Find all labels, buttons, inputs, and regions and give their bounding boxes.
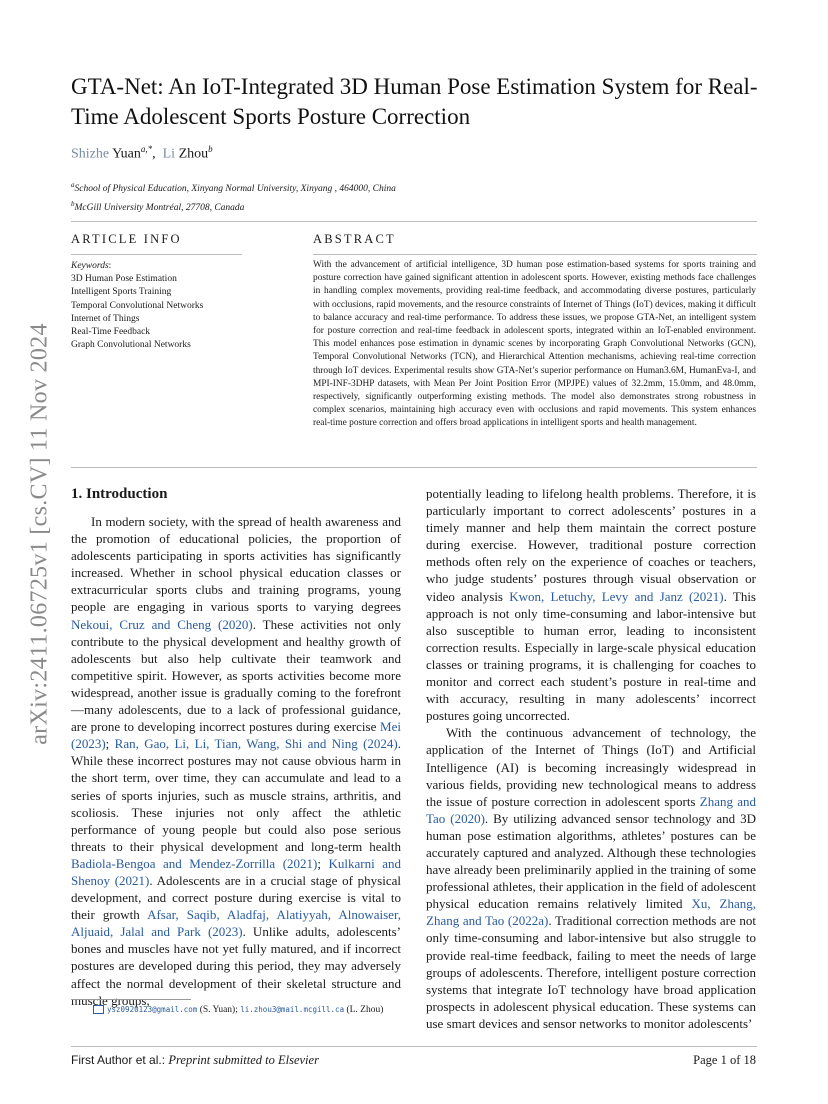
email-link[interactable]: ysz0920123@gmail.com	[107, 1005, 198, 1014]
author-superscript: b	[208, 144, 213, 154]
body-text: . While these incorrect postures may not cause obvious harm in the short term, over time, they can accumulate and lead to a series of sports injuries, such as muscle strains, arthritis, and scoliosis. These injuries not only affect the athletic performance of young people but could also pose serious threats to their physical development and long-term health	[71, 736, 401, 854]
envelope-icon	[93, 1005, 104, 1014]
footer-journal: Preprint submitted to Elsevier	[168, 1053, 319, 1067]
affiliation-text: School of Physical Education, Xinyang Normal University, Xinyang , 464000, China	[74, 184, 396, 195]
arxiv-identifier	[26, 284, 54, 784]
body-text: . Unlike adults, adolescents’ bones and muscles have not yet fully matured, and if incorrect postures are developed during this period, they may adversely affect the normal development of their skeletal structure and muscle groups,	[71, 924, 402, 1008]
affiliation-marker: b	[71, 200, 75, 209]
keyword: Graph Convolutional Networks	[71, 340, 191, 351]
affiliation-text: McGill University Montréal, 27708, Canada	[74, 203, 245, 214]
body-text: . Traditional correction methods are not only time-consuming and labor-intensive but also struggle to provide real-time feedback, failing to meet the needs of large groups of adolescents. Therefore, intelligent posture correction systems that integrate IoT technology have broad application prospects in adolescent physical education. These systems can use smart devices and sensor networks to monitor adolescents’	[426, 913, 756, 1031]
footnote-divider	[71, 999, 191, 1000]
body-text: ;	[317, 855, 329, 871]
citation-link[interactable]: Badiola-Bengoa and Mendez-Zorrilla (2021)	[71, 855, 318, 871]
page-number: Page 1 of 18	[693, 1053, 756, 1067]
citation-link[interactable]: Zhang and Tao (2020)	[426, 793, 756, 826]
citation-link[interactable]: Kulkarni and Shenoy (2021)	[71, 855, 401, 888]
author-superscript: a,*	[140, 144, 153, 154]
affiliation	[71, 178, 396, 197]
author-last-name: Yuan	[112, 146, 141, 162]
body-text: With the continuous advancement of technology, the application of the Internet of Things (IoT) and Artificial Intelligence (AI) is becoming increasingly widespread in various fields, providing new technological means to address the issue of posture correction in adolescent sports	[426, 725, 756, 809]
keyword: 3D Human Pose Estimation	[71, 274, 177, 285]
citation-link[interactable]: Kwon, Letuchy, Levy and Janz (2021)	[509, 588, 724, 604]
body-text: ;	[105, 736, 115, 752]
citation-link[interactable]: Afsar, Saqib, Aladfaj, Alatiyyah, Alnowaiser, Aljuaid, Jalal and Park (2023)	[71, 907, 402, 940]
body-text: . By utilizing advanced sensor technology and 3D human pose estimation algorithms, athletes’ postures can be accurately captured and analyzed. Although these technologies have already been preliminarily applied in the training of some professional athletes, their application in the field of adolescent physical education remains relatively limited	[426, 810, 756, 912]
affiliation	[71, 197, 396, 216]
arxiv-identifier-text: arXiv:2411.06725v1 [cs.CV] 11 Nov 2024	[26, 323, 53, 745]
author-last-name: Zhou	[178, 146, 209, 162]
footer-divider	[71, 1046, 757, 1047]
body-text: . Adolescents are in a crucial stage of physical development, and correct posture during exercise is vital to their growth	[71, 872, 401, 923]
body-text: . This approach is not only time-consuming and labor-intensive but also susceptible to human error, leading to inconsistent correction results. Especially in large-scale physical education classes or training programs, it is challenging for coaches to monitor and correct each student’s posture in real-time and with accuracy, resulting in many adolescents’ incorrect postures going uncorrected.	[426, 588, 756, 724]
footnote-text: (S. Yuan);	[199, 1005, 238, 1015]
body-text: potentially leading to lifelong health problems. Therefore, it is particularly important to correct adolescents’ postures in a timely manner and help them maintain the correct posture during exercise. However, traditional posture correction methods often rely on the experience of coaches or teachers, who judge students’ postures through visual observation or video analysis	[426, 486, 756, 604]
email-link[interactable]: li.zhou3@mail.mcgill.ca	[240, 1005, 345, 1014]
keyword: Temporal Convolutional Networks	[71, 300, 204, 311]
affiliations	[71, 178, 396, 216]
abstract-body: With the advancement of artificial intelligence, 3D human pose estimation-based systems for sports training and posture correction have gained significant attention in adolescent sports. However, existing methods face challenges in handling complex movements, providing real-time feedback, and accommodating diverse postures, particularly with occlusions, rapid movements, and the resource constraints of Internet of Things (IoT) devices, making it difficult to balance accuracy and real-time performance. To address these issues, we propose GTA-Net, an intelligent system for posture correction and real-time feedback in adolescent sports, integrated within an IoT-enabled environment. This model enhances pose estimation in dynamic scenes by incorporating Graph Convolutional Networks (GCN), Temporal Convolutional Networks (TCN), and Hierarchical Attention mechanisms, achieving real-time correction through IoT devices. Experimental results show GTA-Net’s superior performance on Human3.6M, HumanEva-I, and MPI-INF-3DHP datasets, with Mean Per Joint Position Error (MPJPE) values of 32.2mm, 15.0mm, and 48.0mm, respectively, significantly outperforming existing methods. The model also demonstrates strong robustness in complex scenarios, maintaining high accuracy even with occlusions and rapid movements. This system enhances real-time posture correction and offers broad applications in intelligent sports and health management.	[313, 260, 756, 429]
paper-title: GTA-Net: An IoT-Integrated 3D Human Pose Estimation System for Real-Time Adolescent Sports Posture Correction	[71, 74, 758, 129]
keywords-block: Keywords: 3D Human Pose Estimation Intelligent Sports Training Temporal Convolutional Networks Internet of Things Real-Time Feedback Graph Convolutional Networks	[71, 260, 203, 352]
citation-link[interactable]: Nekoui, Cruz and Cheng (2020)	[71, 616, 253, 632]
intro-paragraph-1-continued	[426, 485, 756, 724]
author-first-name: Li	[162, 146, 176, 162]
citation-link[interactable]: Mei (2023)	[71, 719, 401, 752]
author-first-name: Shizhe	[71, 146, 110, 162]
running-footer	[71, 1053, 319, 1068]
abstract-heading: ABSTRACT	[313, 232, 396, 246]
author-list: Shizhe Yuan$^{a,*}$, Li Zhou$^b$	[71, 144, 213, 162]
introduction-heading: 1. Introduction	[71, 486, 168, 502]
footnote-text: (L. Zhou)	[346, 1005, 384, 1015]
article-info-heading: ARTICLE INFO	[71, 232, 182, 246]
intro-paragraph-2	[426, 724, 756, 1032]
footnote	[71, 1003, 401, 1017]
article-info-divider	[71, 254, 242, 255]
header-divider	[71, 221, 757, 222]
abstract-divider	[313, 254, 757, 255]
body-text: . These activities not only contribute to the physical development and healthy growth of adolescents but also help cultivate their teamwork and competitive spirit. However, as sports activities become more widespread, another issue is gradually coming to the forefront—many adolescents, due to a lack of professional guidance, are prone to developing incorrect postures during exercise	[71, 616, 401, 735]
intro-paragraph-1	[71, 513, 401, 1009]
keyword: Internet of Things	[71, 313, 140, 324]
citation-link[interactable]: Ran, Gao, Li, Li, Tian, Wang, Shi and Ning (2024)	[114, 736, 398, 752]
keywords-label: Keywords	[71, 261, 109, 271]
citation-link[interactable]: Xu, Zhang, Zhang and Tao (2022a)	[426, 896, 756, 929]
affiliation-marker: a	[71, 181, 75, 189]
body-column-left	[71, 484, 401, 1009]
keyword: Intelligent Sports Training	[71, 287, 172, 298]
footer-author: First Author et al.:	[71, 1053, 166, 1067]
body-column-right	[426, 485, 756, 1032]
body-text: In modern society, with the spread of health awareness and the promotion of educational policies, the proportion of adolescents participating in sports activities has significantly increased. Whether in school physical education classes or extracurricular sports clubs and training programs, young people are engaging in various sports to varying degrees	[71, 514, 401, 615]
abstract-bottom-divider	[71, 467, 757, 468]
keyword: Real-Time Feedback	[71, 327, 151, 338]
